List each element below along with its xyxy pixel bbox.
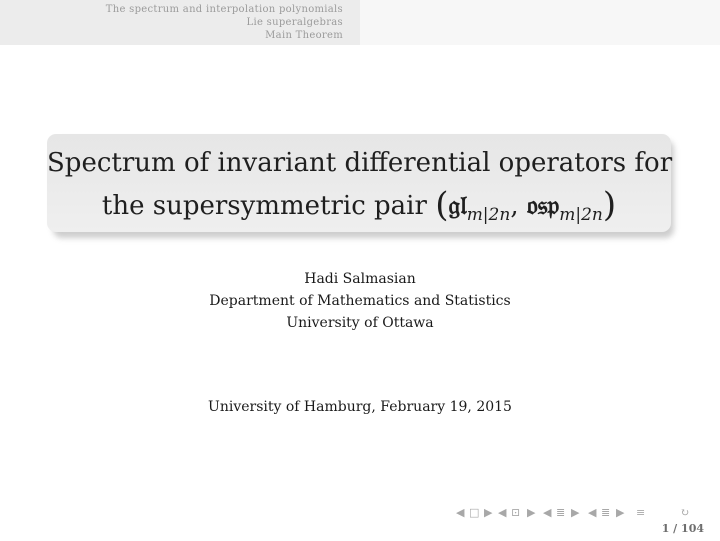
section-link-spectrum[interactable]: The spectrum and interpolation polynomials <box>105 4 343 15</box>
nav-section-icon[interactable]: ≣ <box>556 506 566 519</box>
title-box <box>47 134 671 232</box>
section-nav <box>0 0 360 45</box>
nav-appendix-icon[interactable]: ≡ <box>636 506 646 519</box>
author-name: Hadi Salmasian <box>304 271 416 287</box>
nav-search-back-icon[interactable]: ↻ <box>680 506 690 519</box>
nav-prev-frame-icon[interactable]: ◀ <box>456 506 465 519</box>
beamer-header <box>0 0 720 45</box>
nav-prev-section-icon[interactable]: ◀ <box>543 506 552 519</box>
title-line-1: Spectrum of invariant differential operators for <box>47 148 673 178</box>
title-line-2 <box>47 183 671 223</box>
page-number: 1 / 104 <box>661 522 704 535</box>
nav-prev-subsection-icon[interactable]: ◀ <box>498 506 507 519</box>
osp-symbol: 𝔬𝔰𝔭 <box>526 191 560 221</box>
author-institution: University of Ottawa <box>286 315 434 331</box>
author-department: Department of Mathematics and Statistics <box>209 293 511 309</box>
nav-next-presentation-icon[interactable]: ▶ <box>616 506 625 519</box>
close-paren: ) <box>602 185 617 225</box>
nav-next-section-icon[interactable]: ▶ <box>571 506 580 519</box>
section-link-main-theorem[interactable]: Main Theorem <box>265 30 343 41</box>
nav-prev-presentation-icon[interactable]: ◀ <box>588 506 597 519</box>
gl-subscript: m|2n <box>466 205 511 225</box>
event-date: University of Hamburg, February 19, 2015 <box>208 399 512 415</box>
nav-next-subsection-icon[interactable]: ▶ <box>527 506 536 519</box>
nav-next-frame-icon[interactable]: ▶ <box>484 506 493 519</box>
nav-presentation-icon[interactable]: ≣ <box>601 506 611 519</box>
subsection-nav <box>360 0 720 45</box>
comma: , <box>510 191 527 221</box>
gl-symbol: 𝔤𝔩 <box>448 191 467 221</box>
osp-subscript: m|2n <box>559 205 603 225</box>
open-paren: ( <box>435 185 449 225</box>
nav-frame-icon[interactable]: □ <box>469 506 480 519</box>
section-link-lie-superalgebras[interactable]: Lie superalgebras <box>246 17 343 28</box>
nav-subsection-icon[interactable]: ⊡ <box>511 506 521 519</box>
title-prefix: the supersymmetric pair <box>101 191 436 221</box>
